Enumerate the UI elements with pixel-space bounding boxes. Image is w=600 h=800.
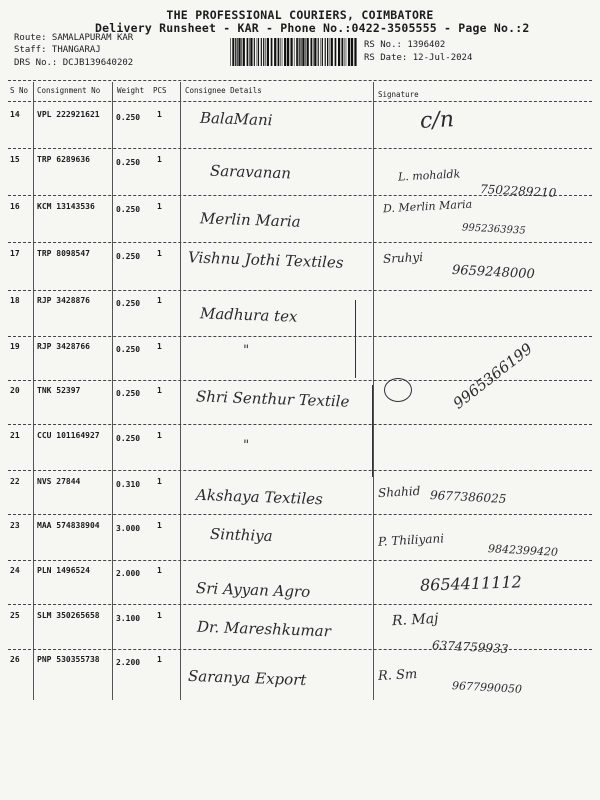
weight-cell: 3.000 bbox=[116, 524, 141, 533]
consignment-cell: CCU 101164927 bbox=[37, 431, 100, 440]
weight-cell: 0.250 bbox=[116, 252, 141, 261]
row-separator bbox=[8, 514, 592, 515]
sno-cell: 22 bbox=[10, 477, 20, 486]
barcode-bar bbox=[331, 38, 333, 66]
consignment-cell: RJP 3428876 bbox=[37, 296, 90, 305]
row-separator bbox=[8, 290, 592, 291]
barcode-bar bbox=[341, 38, 343, 66]
sno-cell: 26 bbox=[10, 655, 20, 664]
barcode-bar bbox=[322, 38, 323, 66]
row-separator bbox=[8, 242, 592, 243]
barcode bbox=[230, 38, 358, 66]
route-label: Route: SAMALAPURAM KAR bbox=[14, 33, 134, 43]
signature-handwriting: P. Thiliyani bbox=[377, 531, 445, 549]
pcs-cell: 1 bbox=[157, 477, 162, 486]
barcode-bar bbox=[241, 38, 242, 66]
barcode-bar bbox=[311, 38, 313, 66]
weight-cell: 0.250 bbox=[116, 205, 141, 214]
weight-cell: 0.250 bbox=[116, 345, 141, 354]
consignee-handwriting: Madhura tex bbox=[199, 304, 298, 326]
row-separator bbox=[8, 380, 592, 381]
header-bottom-rule bbox=[8, 101, 592, 102]
barcode-bar bbox=[282, 38, 283, 66]
barcode-bar bbox=[351, 38, 353, 66]
barcode-bar bbox=[257, 38, 258, 66]
barcode-bar bbox=[243, 38, 245, 66]
pcs-cell: 1 bbox=[157, 521, 162, 530]
consignment-cell: RJP 3428766 bbox=[37, 342, 90, 351]
bracket-line bbox=[372, 385, 373, 477]
barcode-bar bbox=[271, 38, 273, 66]
pcs-cell: 1 bbox=[157, 386, 162, 395]
barcode-bar bbox=[249, 38, 250, 66]
weight-cell: 0.250 bbox=[116, 299, 141, 308]
company-name: THE PROFESSIONAL COURIERS, COIMBATORE bbox=[166, 8, 434, 22]
rs-date: RS Date: 12-Jul-2024 bbox=[364, 53, 473, 63]
consignee-handwriting: Saravanan bbox=[209, 161, 292, 183]
signature-handwriting: Shahid bbox=[377, 483, 421, 501]
consignee-handwriting: Merlin Maria bbox=[199, 209, 301, 231]
staff-label: Staff: THANGARAJ bbox=[14, 45, 101, 55]
row-separator bbox=[8, 604, 592, 605]
barcode-bar bbox=[302, 38, 304, 66]
barcode-bar bbox=[314, 38, 316, 66]
barcode-bar bbox=[238, 38, 240, 66]
consignee-handwriting: " bbox=[242, 342, 250, 359]
phone-handwriting: 9659248000 bbox=[451, 262, 536, 283]
barcode-bar bbox=[346, 38, 347, 66]
phone-handwriting: 9677990050 bbox=[451, 679, 523, 696]
consignee-handwriting: Akshaya Textiles bbox=[195, 485, 324, 509]
barcode-bar bbox=[321, 38, 322, 66]
row-separator bbox=[8, 560, 592, 561]
barcode-bar bbox=[338, 38, 340, 66]
weight-cell: 0.250 bbox=[116, 434, 141, 443]
consignee-handwriting: BalaMani bbox=[199, 108, 273, 130]
barcode-bar bbox=[300, 38, 301, 66]
rs-number: RS No.: 1396402 bbox=[364, 40, 446, 50]
barcode-bar bbox=[299, 38, 300, 66]
barcode-bar bbox=[261, 38, 262, 66]
barcode-bar bbox=[258, 38, 259, 66]
pcs-cell: 1 bbox=[157, 296, 162, 305]
barcode-bar bbox=[305, 38, 306, 66]
sno-cell: 17 bbox=[10, 249, 20, 258]
weight-cell: 2.200 bbox=[116, 658, 141, 667]
barcode-bar bbox=[329, 38, 330, 66]
phone-handwriting: 7502289210 bbox=[479, 182, 557, 200]
consignment-cell: PLN 1496524 bbox=[37, 566, 90, 575]
pcs-cell: 1 bbox=[157, 342, 162, 351]
consignee-handwriting: Sri Ayyan Agro bbox=[195, 579, 311, 601]
barcode-bar bbox=[237, 38, 238, 66]
row-separator bbox=[8, 470, 592, 471]
consignment-cell: SLM 350265658 bbox=[37, 611, 100, 620]
weight-cell: 0.250 bbox=[116, 389, 141, 398]
barcode-bar bbox=[235, 38, 236, 66]
table-top-rule bbox=[8, 80, 592, 81]
circled-mark bbox=[384, 378, 412, 402]
pcs-cell: 1 bbox=[157, 202, 162, 211]
weight-cell: 3.100 bbox=[116, 614, 141, 623]
barcode-bar bbox=[354, 38, 356, 66]
barcode-bar bbox=[250, 38, 252, 66]
consignment-cell: TNK 52397 bbox=[37, 386, 81, 395]
sno-cell: 14 bbox=[10, 110, 20, 119]
barcode-bar bbox=[318, 38, 319, 66]
consignment-cell: MAA 574838904 bbox=[37, 521, 100, 530]
barcode-bar bbox=[344, 38, 345, 66]
sno-cell: 21 bbox=[10, 431, 20, 440]
drs-number: DRS No.: DCJB139640202 bbox=[14, 58, 134, 68]
consignment-cell: TRP 8098547 bbox=[37, 249, 90, 258]
column-divider bbox=[112, 82, 113, 700]
phone-handwriting: 9677386025 bbox=[429, 488, 507, 506]
row-separator bbox=[8, 148, 592, 149]
pcs-cell: 1 bbox=[157, 655, 162, 664]
consignment-cell: VPL 222921621 bbox=[37, 110, 100, 119]
barcode-bar bbox=[287, 38, 289, 66]
barcode-bar bbox=[278, 38, 280, 66]
col-header-signature: Signature bbox=[378, 90, 419, 99]
weight-cell: 0.310 bbox=[116, 480, 141, 489]
sno-cell: 24 bbox=[10, 566, 20, 575]
document-title: Delivery Runsheet - KAR - Phone No.:0422-3505555 - Page No.:2 bbox=[95, 21, 530, 35]
barcode-bar bbox=[254, 38, 255, 66]
consignee-handwriting: Sinthiya bbox=[209, 524, 273, 546]
weight-cell: 2.000 bbox=[116, 569, 141, 578]
row-separator bbox=[8, 336, 592, 337]
consignment-cell: KCM 13143536 bbox=[37, 202, 95, 211]
consignee-handwriting: Dr. Mareshkumar bbox=[196, 617, 332, 641]
signature-handwriting: Sruhyi bbox=[382, 249, 424, 267]
col-header-sno: S No bbox=[10, 86, 29, 95]
phone-handwriting: 9842399420 bbox=[487, 542, 559, 559]
barcode-bar bbox=[263, 38, 264, 66]
barcode-bar bbox=[284, 38, 286, 66]
weight-cell: 0.250 bbox=[116, 113, 141, 122]
pcs-cell: 1 bbox=[157, 431, 162, 440]
phone-handwriting: 9952363935 bbox=[461, 222, 526, 237]
consignee-handwriting: " bbox=[242, 437, 250, 454]
phone-handwriting: 9965366199 bbox=[449, 339, 536, 413]
weight-cell: 0.250 bbox=[116, 158, 141, 167]
column-divider bbox=[33, 82, 34, 700]
barcode-bar bbox=[232, 38, 234, 66]
consignee-handwriting: Vishnu Jothi Textiles bbox=[187, 248, 344, 272]
sno-cell: 23 bbox=[10, 521, 20, 530]
barcode-bar bbox=[265, 38, 266, 66]
barcode-bar bbox=[267, 38, 269, 66]
signature-handwriting: L. mohaldk bbox=[397, 167, 461, 184]
barcode-bar bbox=[290, 38, 292, 66]
pcs-cell: 1 bbox=[157, 611, 162, 620]
pcs-cell: 1 bbox=[157, 249, 162, 258]
consignee-handwriting: Saranya Export bbox=[187, 666, 307, 690]
row-separator bbox=[8, 424, 592, 425]
barcode-bar bbox=[247, 38, 249, 66]
barcode-bar bbox=[335, 38, 337, 66]
barcode-bar bbox=[313, 38, 314, 66]
col-header-consignee: Consignee Details bbox=[185, 86, 262, 95]
signature-handwriting: R. Sm bbox=[377, 666, 418, 685]
consignment-cell: NVS 27844 bbox=[37, 477, 81, 486]
column-divider bbox=[373, 82, 374, 700]
barcode-bar bbox=[325, 38, 326, 66]
phone-handwriting: 8654411112 bbox=[419, 572, 523, 595]
phone-handwriting: 6374759933 bbox=[431, 638, 509, 656]
barcode-bar bbox=[296, 38, 298, 66]
consignment-cell: TRP 6289636 bbox=[37, 155, 90, 164]
sno-cell: 15 bbox=[10, 155, 20, 164]
pcs-cell: 1 bbox=[157, 155, 162, 164]
barcode-bar bbox=[307, 38, 309, 66]
barcode-bar bbox=[230, 38, 231, 66]
bracket-line bbox=[355, 300, 356, 378]
barcode-bar bbox=[348, 38, 350, 66]
pcs-cell: 1 bbox=[157, 566, 162, 575]
barcode-bar bbox=[280, 38, 281, 66]
pcs-cell: 1 bbox=[157, 110, 162, 119]
column-divider bbox=[180, 82, 181, 700]
col-header-consignment: Consignment No bbox=[37, 86, 101, 95]
col-header-pcs: PCS bbox=[153, 86, 167, 95]
sno-cell: 18 bbox=[10, 296, 20, 305]
col-header-weight: Weight bbox=[117, 86, 145, 95]
sno-cell: 16 bbox=[10, 202, 20, 211]
sno-cell: 25 bbox=[10, 611, 20, 620]
signature-handwriting: R. Maj bbox=[391, 610, 439, 630]
barcode-bar bbox=[294, 38, 295, 66]
signature-handwriting: c/n bbox=[419, 107, 455, 134]
barcode-bar bbox=[327, 38, 328, 66]
sno-cell: 19 bbox=[10, 342, 20, 351]
sno-cell: 20 bbox=[10, 386, 20, 395]
signature-handwriting: D. Merlin Maria bbox=[382, 197, 473, 216]
consignee-handwriting: Shri Senthur Textile bbox=[195, 387, 350, 411]
consignment-cell: PNP 530355738 bbox=[37, 655, 100, 664]
barcode-bar bbox=[274, 38, 276, 66]
